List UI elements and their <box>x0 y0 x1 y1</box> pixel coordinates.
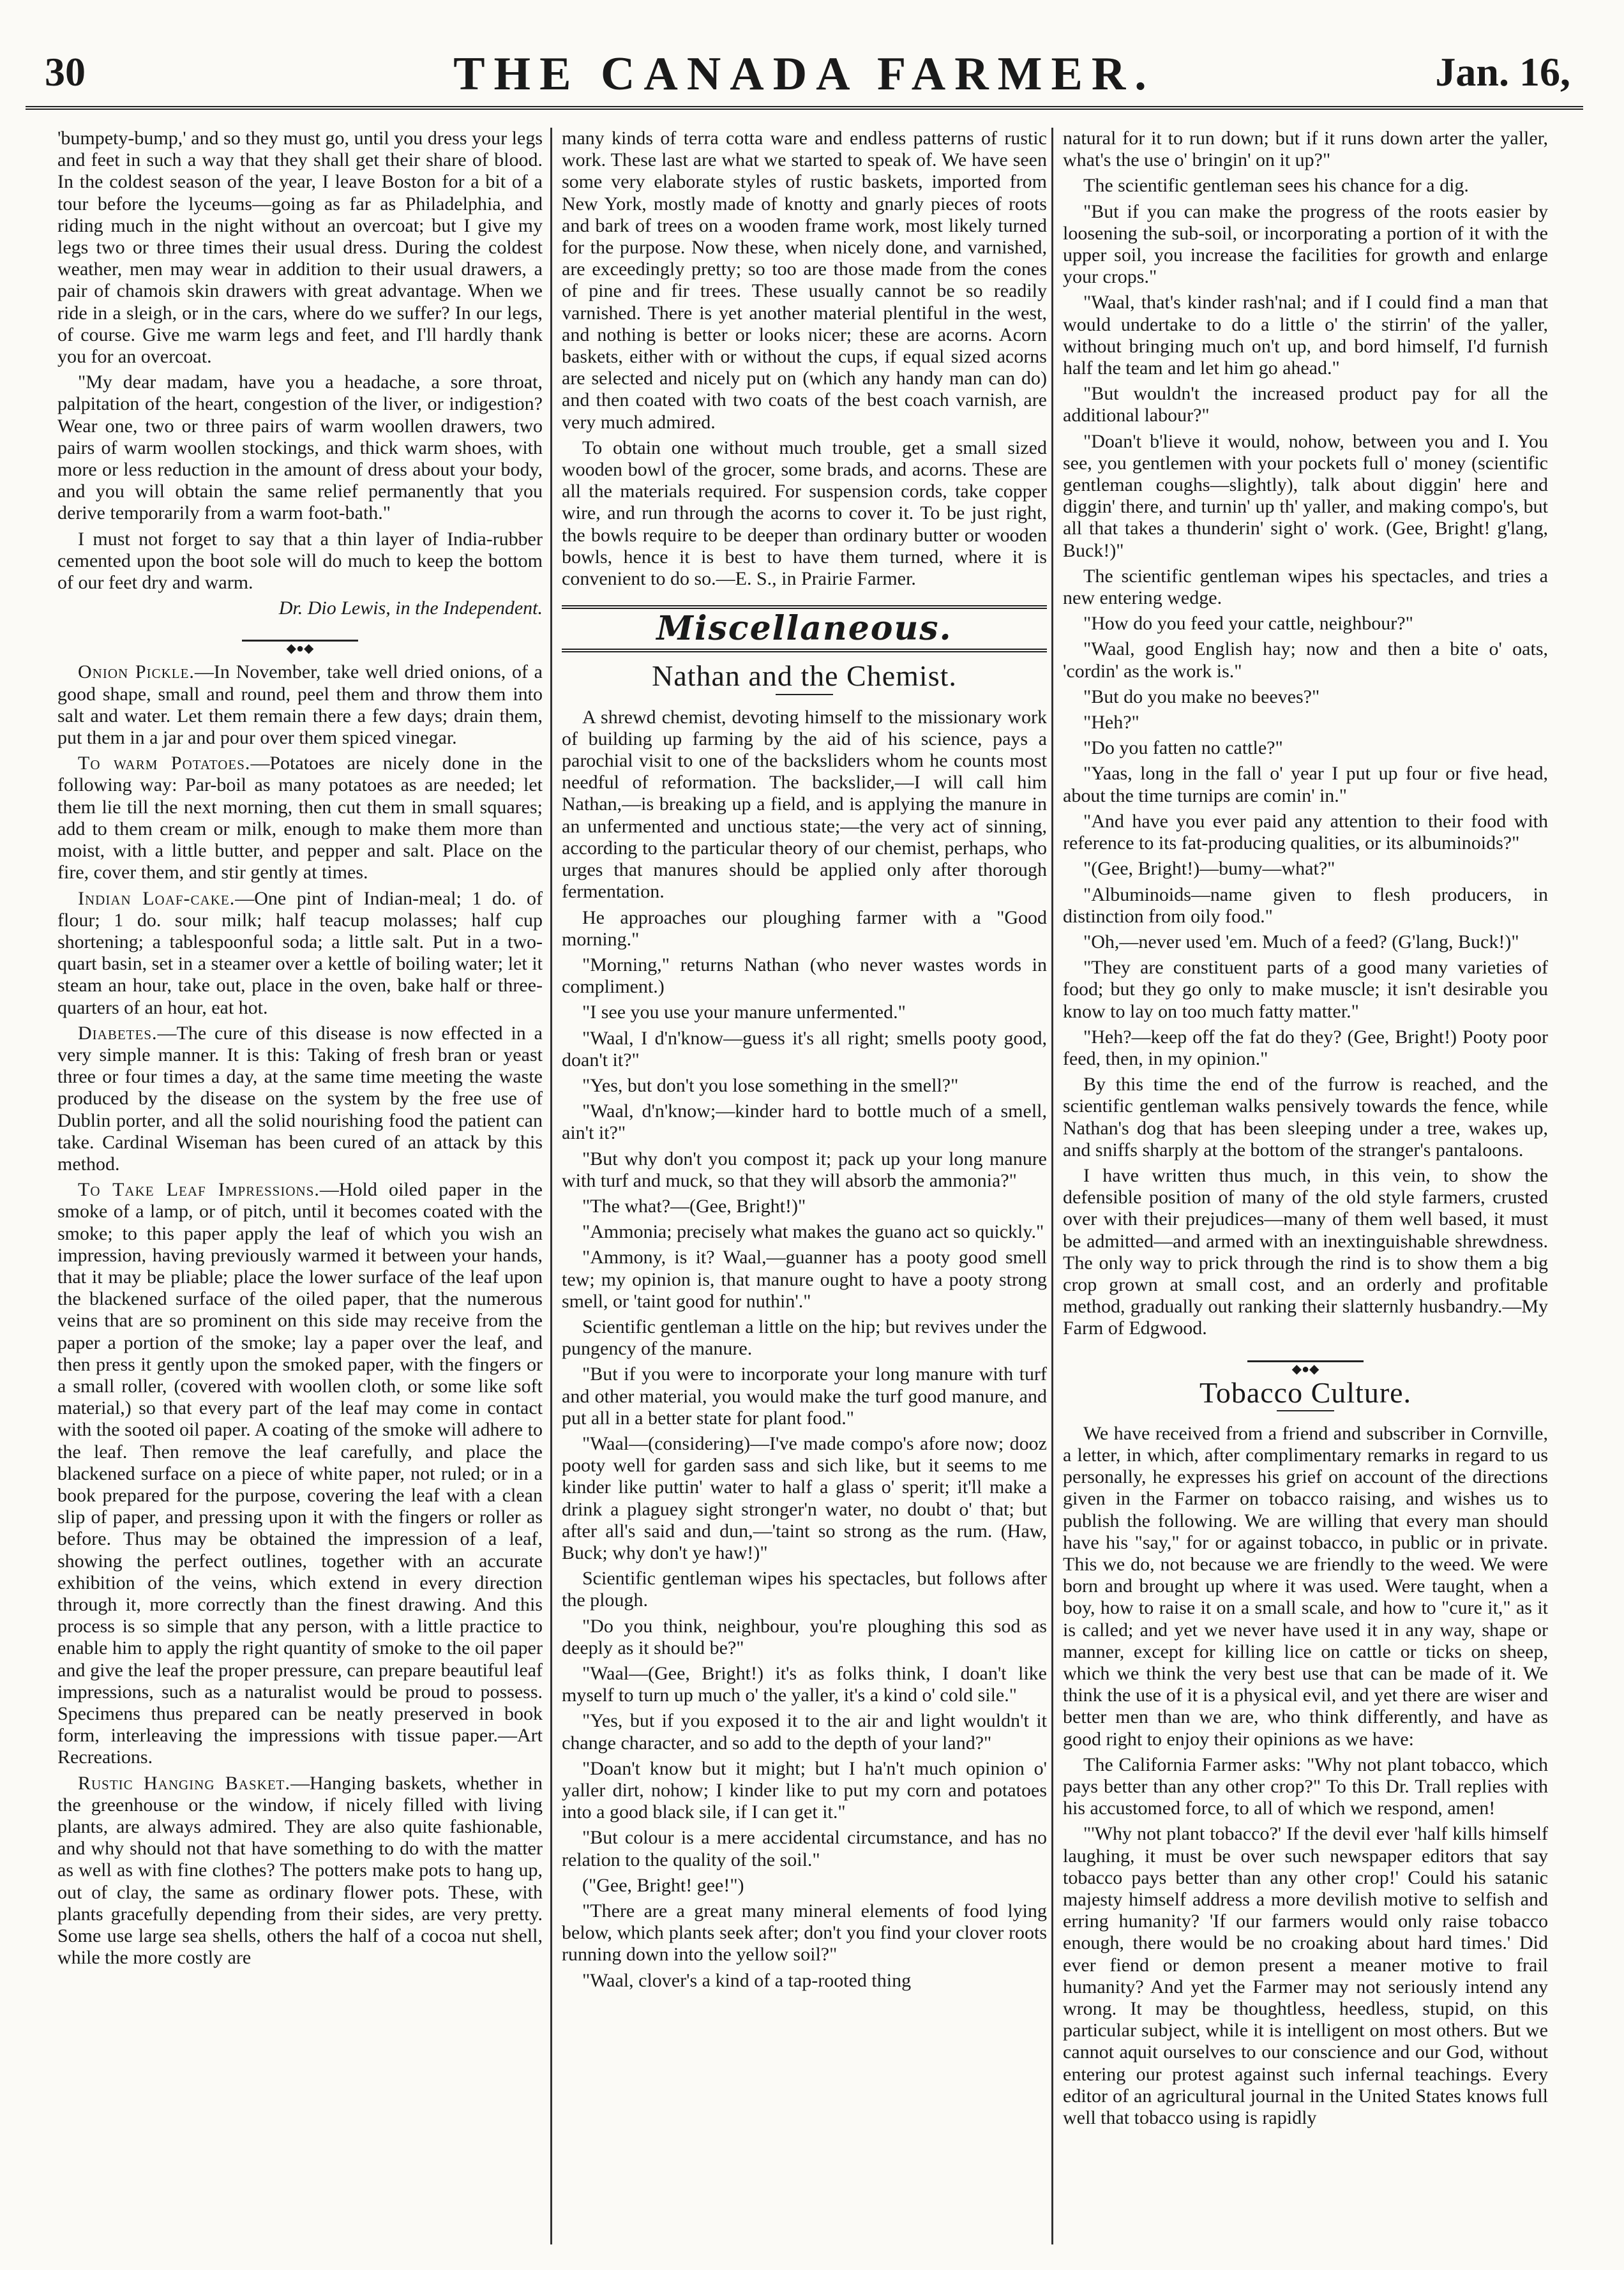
paragraph: "Do you think, neighbour, you're ploughing this sod as deeply as it should be?" <box>562 1615 1047 1658</box>
column-1 <box>57 128 543 2244</box>
paragraph: "Waal, I d'n'know—guess it's all right; smells pooty good, doan't it?" <box>562 1027 1047 1071</box>
paragraph: "But wouldn't the increased product pay for all the additional labour?" <box>1063 383 1548 426</box>
paragraph: "Do you fatten no cattle?" <box>1083 737 1283 759</box>
paragraph: We have received from a friend and subscriber in Cornville, a letter, in which, after complimentary remarks in regard to us personally, he expresses his grief on account of the directions given in the Farmer on tobacco raising, and wishes us to publish the following. We are willing that every man should have his "say," for or against tobacco, in public or in private. This we do, not because we are friendly to the weed. We were born and brought up where it was used. Were taught, when a boy, how to raise it on a small scale, and how to "cure it," as it is called; and yet we never have used it in any way, shape or manner, except for killing lice on cattle or ticks on sheep, which we think the very best use that can be made of it. We think the use of it is a physical evil, and yet there are wiser and better men than we are, who think differently, and have as good right to enjoy their opinions as we have: <box>1063 1422 1548 1750</box>
paragraph: "How do you feed your cattle, neighbour?" <box>1083 613 1413 635</box>
recipe-item <box>57 1773 543 1969</box>
paragraph: "Waal, that's kinder rash'nal; and if I could find a man that would undertake to do a little o' the stirrin' of the yaller, without bringing much on't up, and bord himself, I'd furnish half the team and let him go ahead." <box>1063 292 1548 379</box>
paragraph: "Ammony, is it? Waal,—guanner has a pooty good smell tew; my opinion is, that manure ought to have a pooty strong smell, or 'taint good for nuthin'." <box>562 1247 1047 1312</box>
recipe-item <box>57 888 543 1019</box>
paragraph: I must not forget to say that a thin layer of India-rubber cemented upon the boot sole will do much to keep the bottom of our feet dry and warm. <box>57 528 543 594</box>
paragraph: Scientific gentleman wipes his spectacles, but follows after the plough. <box>562 1568 1047 1611</box>
paragraph: "Yes, but if you exposed it to the air and light wouldn't it change character, and so add to the depth of your land?" <box>562 1710 1047 1754</box>
recipe-heading: Rustic Hanging Basket. <box>78 1772 290 1794</box>
column-rule <box>1051 128 1053 2244</box>
paragraph: "There are a great many mineral elements of food lying below, which plants seek after; don't you find your clover roots running down into the yellow soil?" <box>562 1900 1047 1966</box>
recipe-heading: Onion Pickle. <box>78 661 195 683</box>
recipe-heading: To warm Potatoes. <box>78 753 251 774</box>
ornament-divider: ◆●◆ <box>1063 1357 1548 1365</box>
masthead <box>26 36 1583 110</box>
paragraph: "Ammonia; precisely what makes the guano act so quickly." <box>582 1221 1044 1243</box>
paragraph: "(Gee, Bright!)—bumy—what?" <box>1083 858 1335 880</box>
paragraph: "Morning," returns Nathan (who never wastes words in compliment.) <box>562 954 1047 998</box>
paragraph: "Waal, d'n'know;—kinder hard to bottle much of a smell, ain't it?" <box>562 1101 1047 1144</box>
paragraph: "But colour is a mere accidental circumstance, and has no relation to the quality of the soil." <box>562 1827 1047 1870</box>
recipe-body: —Hold oiled paper in the smoke of a lamp, or of pitch, until it becomes coated with the smoke; to this paper apply the leaf of which you wish an impression, having previously warmed it between your hands, that it may be pliable; place the lower surface of the leaf upon the blackened surface of the oiled paper, that the numerous veins that are so prominent on this side may receive from the paper a portion of the smoke; lay a paper over the leaf, and then press it gently upon the smoked paper, with the fingers or a small roller, (covered with woollen cloth, or some like soft material,) so that every part of the leaf may come in contact with the sooted oil paper. A coating of the smoke will adhere to the leaf. Then remove the leaf carefully, and place the blackened surface on a piece of white paper, not ruled; or in a book prepared for the purpose, covering the leaf with a clean slip of paper, and pressing upon it with the fingers or roller as before. Thus may be obtained the impression of a leaf, showing the perfect outlines, together with an accurate exhibition of the veins, which extend in every direction through it, more correctly than the finest drawing. And this process is so simple that any person, with a little practice to enable him to apply the right quantity of smoke to the oil paper and give the leaf the proper pressure, can prepare beautiful leaf impressions, such as a naturalist would be proud to possess. Specimens thus prepared can be neatly preserved in book form, interleaving the impressions with tissue paper.—Art Recreations. <box>57 1179 543 1768</box>
issue-date: Jan. 16, <box>1435 49 1570 94</box>
recipe-heading: Indian Loaf-cake. <box>78 887 236 909</box>
paragraph: To obtain one without much trouble, get a small sized wooden bowl of the grocer, some brads, and acorns. These are all the materials required. For suspension cords, take copper wire, and run through the acorns to cover it. To be just right, the bowls require to be deeper than ordinary butter or wooden bowls, hence it is best to have them turned, where it is convenient to do so.—E. S., in Prairie Farmer. <box>562 437 1047 590</box>
column-2 <box>562 128 1047 2244</box>
recipe-body: —Hanging baskets, whether in the greenhouse or the window, if nicely filled with living plants, are always admired. They are also quite fashionable, and why should not that have something to do with the matter as well as with fine clothes? The potters make pots to hang up, out of clay, the same as ordinary flower pots. These, with plants gracefully depending from their sides, are very pretty. Some use large sea shells, others the half of a cocoa nut shell, while the more costly are <box>57 1772 543 1969</box>
recipe-item <box>57 753 543 883</box>
paragraph: "Heh?" <box>1083 712 1139 733</box>
paragraph: "I see you use your manure unfermented." <box>582 1002 906 1023</box>
recipe-heading: To Take Leaf Impressions. <box>78 1179 320 1201</box>
recipe-heading: Diabetes. <box>78 1022 158 1044</box>
paragraph: "Waal—(considering)—I've made compo's afore now; dooz pooty well for garden sass and sich like, but it seems to me kinder like puttin' water to half a glass o' sperit; it'll make a drink a plaguey sight stronger'n water, no doubt o' that; but after all's said and dun,—'taint so strong as the rum. (Haw, Buck; why don't ye haw!)" <box>562 1432 1047 1563</box>
paragraph: "Heh?—keep off the fat do they? (Gee, Bright!) Pooty poor feed, then, in my opinion." <box>1063 1026 1548 1069</box>
paragraph: "Yaas, long in the fall o' year I put up four or five head, about the time turnips are comin' in." <box>1063 763 1548 806</box>
paragraph: By this time the end of the furrow is reached, and the scientific gentleman walks pensively towards the fence, while Nathan's dog that has been sleeping under a tree, wakes up, and sniffs sharply at the bottom of the stranger's pantaloons. <box>1063 1074 1548 1161</box>
paragraph: "Albuminoids—name given to flesh producers, in distinction from oily food." <box>1063 883 1548 927</box>
paragraph: "Waal, clover's a kind of a tap-rooted thing <box>582 1969 912 1991</box>
paragraph: I have written thus much, in this vein, to show the defensible position of many of the old style farmers, crusted over with their prejudices—many of them well based, it must be admitted—and armed with an inextinguishable shrewdness. The only way to prick through the rind is to show them a big crop grown at small cost, and an orderly and profitable method, gradually out ranking their slatternly husbandry.—My Farm of Edgwood. <box>1063 1164 1548 1339</box>
paragraph: "Yes, but don't you lose something in the smell?" <box>582 1074 959 1096</box>
recipe-item <box>57 661 543 749</box>
paragraph: Scientific gentleman a little on the hip; but revives under the pungency of the manure. <box>562 1316 1047 1360</box>
paragraph: He approaches our ploughing farmer with a "Good morning." <box>562 906 1047 950</box>
paragraph: "But do you make no beeves?" <box>1083 686 1320 707</box>
paragraph: "Waal, good English hay; now and then a bite o' oats, 'cordin' as the work is." <box>1063 638 1548 682</box>
newspaper-title: THE CANADA FARMER. <box>453 48 1155 100</box>
recipe-body: —In November, take well dried onions, of a good shape, small and round, peel them and throw them into salt and water. Let them remain there a few days; drain them, put them in a jar and pour over them spiced vinegar. <box>57 661 543 749</box>
paragraph: natural for it to run down; but if it runs down arter the yaller, what's the use o' bringin' on it up?" <box>1063 128 1548 171</box>
paragraph: "They are constituent parts of a good many varieties of food; but they go only to make muscle; it isn't desirable you know to lay on too much fatty matter." <box>1063 957 1548 1022</box>
recipe-body: —Potatoes are nicely done in the following way: Par-boil as many potatoes as are needed; let them lie till the next morning, then cut them in small squares; add to them cream or milk, enough to make them more than moist, with a little butter, and pepper and salt. Place on the fire, cover them, and stir gently at times. <box>57 753 543 883</box>
paragraph: 'bumpety-bump,' and so they must go, until you dress your legs and feet in such a way that they shall get their share of blood. In the coldest season of the year, I leave Boston for a bit of a tour before the lyceums—going as far as Philadelphia, and riding much in the night without an overcoat; but I give my legs two or three times their usual dress. During the coldest weather, men may wear in addition to their usual drawers, a pair of chamois skin drawers with great advantage. When we ride in a sleigh, or in the cars, where do we suffer? In our legs, of course. Give me warm legs and feet, and I'll hardly thank you for an overcoat. <box>57 128 543 368</box>
paragraph: "But why don't you compost it; pack up your long manure with turf and muck, so that they will absorb the ammonia?" <box>562 1148 1047 1191</box>
page-number: 30 <box>45 49 86 94</box>
paragraph: The scientific gentleman sees his chance for a dig. <box>1083 175 1469 197</box>
paragraph: ("Gee, Bright! gee!") <box>582 1874 744 1896</box>
recipe-item <box>57 1023 543 1175</box>
column-3 <box>1063 128 1548 2244</box>
recipe-item <box>57 1179 543 1768</box>
paragraph: "My dear madam, have you a headache, a sore throat, palpitation of the heart, congestion of the liver, or indigestion? Wear one, two or three pairs of warm woollen drawers, two pairs of warm woollen stockings, and thick warm shoes, with more or less reduction in the amount of dress about your body, and you will obtain the same relief permanently that you derive temporarily from a warm foot-bath." <box>57 372 543 524</box>
column-rule <box>550 128 552 2244</box>
paragraph: "Waal—(Gee, Bright!) it's as folks think, I doan't like myself to turn up much o' the yaller, it's a kind o' cold sile." <box>562 1663 1047 1706</box>
signature: Dr. Dio Lewis, in the Independent. <box>278 598 543 619</box>
recipe-body: —The cure of this disease is now effected in a very simple manner. It is this: Taking of fresh bran or yeast three or four times a day, at the same time meeting the waste produced by the disease on the system by the free use of Dublin porter, and all the solid nourishing food the patient can take. Cardinal Wiseman has been cured of an attack by this method. <box>57 1022 543 1175</box>
paragraph: "Doan't know but it might; but I ha'n't much opinion o' yaller dirt, nohow; I kinder like to put my corn and potatoes into a good black sile, if I can get it." <box>562 1757 1047 1823</box>
paragraph: "The what?—(Gee, Bright!)" <box>582 1195 806 1217</box>
paragraph: "And have you ever paid any attention to their food with reference to its fat-producing qualities, or its albuminoids?" <box>1063 810 1548 854</box>
section-heading: Miscellaneous. <box>562 605 1047 652</box>
paragraph: "Oh,—never used 'em. Much of a feed? (G'lang, Buck!)" <box>1083 931 1519 952</box>
ornament-divider: ◆●◆ <box>57 636 543 645</box>
paragraph: The California Farmer asks: "Why not plant tobacco, which pays better than any other crop?" To this Dr. Trall replies with his accustomed force, to all of which we respond, amen! <box>1063 1754 1548 1819</box>
article-title: Tobacco Culture. <box>1063 1382 1548 1411</box>
paragraph: "Doan't b'lieve it would, nohow, between you and I. You see, you gentlemen with your pockets full o' money (scientific gentleman coughs—slightly), talk about diggin' here and diggin' there, and turnin' up th' yaller, and making compo's, but all that takes a thunderin' sight o' work. (Gee, Bright! g'lang, Buck!)" <box>1063 430 1548 561</box>
paragraph: The scientific gentleman wipes his spectacles, and tries a new entering wedge. <box>1063 565 1548 609</box>
paragraph: many kinds of terra cotta ware and endless patterns of rustic work. These last are what we started to speak of. We have seen some very elaborate styles of rustic baskets, imported from New York, mostly made of knotty and gnarly pieces of roots and bark of trees on a wooden frame work, most likely turned for the purpose. Now these, when nicely done, and varnished, are exceedingly pretty; so too are those made from the cones of pine and fir trees. These usually cannot be so readily varnished. There is yet another material plentiful in the west, and nothing is better or looks nicer; these are acorns. Acorn baskets, either with or without the cups, if equal sized acorns are selected and nicely put on (which any handy man can do) and then coated with two coats of the best coach varnish, are very much admired. <box>562 128 1047 433</box>
paragraph: A shrewd chemist, devoting himself to the missionary work of building up farming by the aid of his science, pays a parochial visit to one of the backsliders whom he counts most needful of reformation. The backslider,—I will call him Nathan,—is breaking up a field, and is applying the manure in an unfermented and unctious state;—the very act of sinning, according to the particular theory of our chemist, perhaps, who urges that manures should be applied only after thorough fermentation. <box>562 706 1047 903</box>
recipe-body: —One pint of Indian-meal; 1 do. of flour; 1 do. sour milk; half teacup molasses; half cup shortening; a tablespoonful soda; a little salt. Put in a two-quart basin, set in a steamer over a kettle of boiling water; let it steam an hour, take out, place in the oven, bake half or three-quarters of an hour, eat hot. <box>57 887 543 1018</box>
paragraph: "'Why not plant tobacco?' If the devil ever 'half kills himself laughing, it must be over such newspaper editors that say tobacco pays better than any other crop!' Could his satanic majesty himself address a more devilish motive to selfish and erring humanity? 'If our farmers would only raise tobacco enough, there would be no croaking about hard times.' Did ever fiend or demon present a meaner motive to frail humanity? And yet the Farmer may not seriously intend any wrong. It may be thoughtless, heedless, stupid, on this particular subject, while it is intelligent on most others. But we cannot aquit ourselves to our conscience and our God, without entering our protest against such infernal teachings. Every editor of an agricultural journal in the United States knows full well that tobacco using is rapidly <box>1063 1823 1548 2129</box>
paragraph: "But if you can make the progress of the roots easier by loosening the sub-soil, or incorporating a portion of it with the upper soil, you increase the facilities for growth and enlarge your crops." <box>1063 200 1548 288</box>
article-title: Nathan and the Chemist. <box>562 665 1047 695</box>
paragraph: "But if you were to incorporate your long manure with turf and other material, you would make the turf good manure, and put all in a better state for plant food." <box>562 1364 1047 1429</box>
